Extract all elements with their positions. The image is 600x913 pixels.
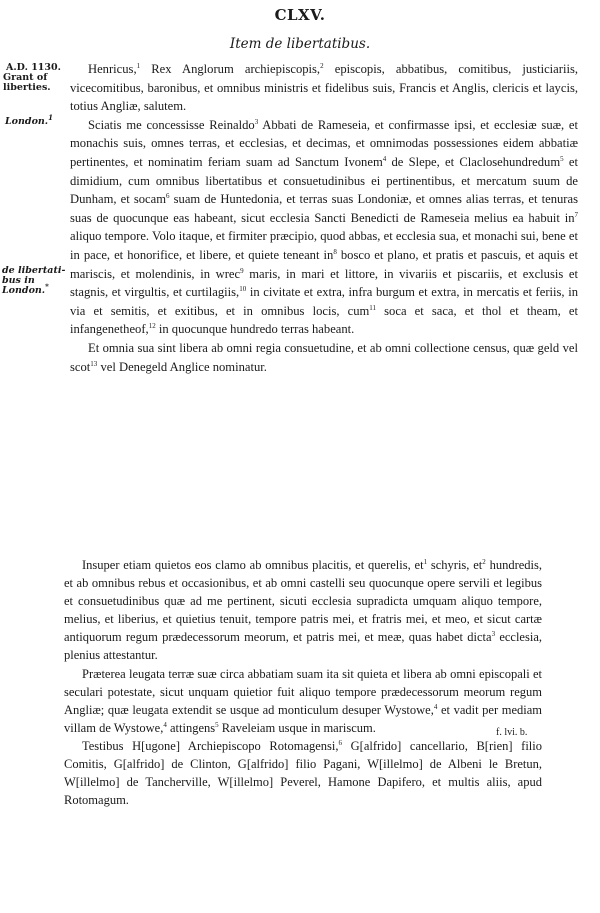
text-run: Rex Anglorum archiepiscopis, xyxy=(140,62,321,76)
paragraph-address xyxy=(70,60,578,116)
text-run: Insuper etiam quietos eos clamo ab omnibus placitis, et querelis, et xyxy=(82,558,424,572)
text-run: G[alfrido] cancellario, B[rien] filio Comitis, G[alfrido] de Clinton, G[alfrido] filio Pagani, W[illelmo] de Albeni le Bretun, W[illelmo] de Tancherville, W[illelmo] Peverel, Hamone Dapifero, et multis aliis, apud Rotomagum. xyxy=(64,738,542,808)
text-run: Henricus, xyxy=(88,62,137,76)
margin-grant-line-1: Grant of xyxy=(3,72,48,83)
paragraph-witnesses xyxy=(64,737,542,809)
footnote-marker: 1 xyxy=(423,557,428,566)
text-run: Raveleiam usque in mariscum. xyxy=(218,720,376,735)
footnote-marker: 3 xyxy=(491,630,496,639)
footnote-marker: 7 xyxy=(574,210,578,219)
margin-note-mark: * xyxy=(45,281,49,291)
margin-note-text: London. xyxy=(2,285,46,296)
text-run: et dimidium, cum omnibus libertatibus et consuetudinibus ei pertinentibus, et mercatum suum de Dunham, et socam xyxy=(70,154,578,207)
footnote-marker: 6 xyxy=(338,738,343,747)
footnote-marker: 4 xyxy=(433,702,438,711)
charter-text-lower xyxy=(64,556,542,809)
text-run: Præterea leugata terræ suæ circa abbatiam suam ita sit quieta et libera ab omni episcopali et seculari potestate, sicut unquam quietior fuit aliquo tempore prædecessorum meorum regum Angliæ; quæ leugata extendit se usque ad monticulum desuper Wystowe, xyxy=(64,666,542,717)
footnote-marker: 2 xyxy=(320,61,324,70)
margin-place-note: 1 xyxy=(48,112,53,122)
text-run: in civitate et extra, infra burgum et extra, in mercatis et feriis, in via et semitis, et exitibus, et in omnibus locis, cum xyxy=(70,285,578,318)
paragraph-grant xyxy=(70,116,578,339)
footnote-marker: 12 xyxy=(148,322,156,331)
footnote-marker: 8 xyxy=(333,247,337,256)
text-run: attingens xyxy=(166,720,216,735)
footnote-marker: 3 xyxy=(254,117,259,126)
footnote-marker: 2 xyxy=(482,557,486,566)
margin-note-line-1: de libertati- xyxy=(2,265,66,276)
margin-place xyxy=(5,112,53,127)
footnote-marker: 9 xyxy=(240,266,244,275)
text-run: Sciatis me concessisse Reinaldo xyxy=(88,117,255,132)
charter-text-upper xyxy=(70,60,578,376)
charter-title: Item de libertatibus. xyxy=(229,36,371,52)
footnote-marker: 5 xyxy=(215,720,219,729)
text-run: aliquo tempore. Volo itaque, et firmiter præcipio, quod abbas, et ecclesia sua, et monachi sui, bene et in pace, et honorifice, et libere, et quiete teneant in xyxy=(70,229,578,262)
footnote-marker: 1 xyxy=(136,61,141,70)
footnote-marker: 4 xyxy=(382,154,387,163)
text-run: schyris, et xyxy=(427,558,483,572)
text-run: episcopis, abbatibus, comitibus, justiciariis, vicecomitibus, baronibus, et omnibus ministris et fidelibus suis, Francis et Anglis, clericis et laycis, totius Angliæ, salutem. xyxy=(70,62,579,114)
paragraph-leugata xyxy=(64,665,542,737)
paragraph-quittance xyxy=(64,556,542,665)
footnote-marker: 10 xyxy=(239,284,247,293)
folio-reference: f. lvi. b. xyxy=(496,727,528,738)
text-run: in quocunque hundredo terras habeant. xyxy=(155,322,355,337)
footnote-marker: 11 xyxy=(369,303,377,312)
footnote-marker: 4 xyxy=(163,720,167,729)
text-run: Testibus H[ugone] Archiepiscopo Rotomagensi, xyxy=(82,738,339,753)
margin-note-line-3 xyxy=(2,281,49,296)
footnote-marker: 13 xyxy=(90,359,98,368)
paragraph-exemption xyxy=(70,339,578,376)
margin-place-text: London. xyxy=(5,116,49,127)
text-run: soca et saca, et thol et theam, et infangenetheof, xyxy=(70,303,578,337)
text-run: de Slepe, et Claclosehundredum xyxy=(386,154,561,169)
footnote-marker: 6 xyxy=(166,191,170,200)
text-run: et vadit per mediam villam de Wystowe, xyxy=(64,702,542,735)
margin-grant-line-2: liberties. xyxy=(3,82,51,93)
text-run: suam de Huntedonia, et terras suas Londoniæ, et omnes alias terras, et tenuras suas de quocunque eas habeant, sicut ecclesia Sancti Benedicti de Rameseia melius ea habuit in xyxy=(70,192,578,225)
footnote-marker: 5 xyxy=(560,154,564,163)
text-run: maris, in mari et littore, in vivariis et piscariis, et exclusis et stagnis, et virgultis, et curtilagiis, xyxy=(70,266,578,300)
margin-date: A.D. 1130. xyxy=(6,62,61,73)
text-run: vel Denegeld Anglice nominatur. xyxy=(97,359,267,374)
text-run: Abbati de Rameseia, et confirmasse ipsi, et ecclesiæ suæ, et monachis suis, omnes terras, et ecclesias, et decimas, et omnimodas possessiones eidem abbatiæ pertinentes, et nominatim feriam suam ad Sanctum Ivonem xyxy=(70,117,578,169)
chapter-number: CLXV. xyxy=(274,6,326,24)
text-run: Et omnia sua sint libera ab omni regia consuetudine, et ab omni collectione census, quæ geld vel scot xyxy=(70,340,578,374)
text-run: bosco et plano, et pratis et pascuis, et aquis et mariscis, et molendinis, in wrec xyxy=(70,247,578,281)
margin-note-line-2: bus in xyxy=(2,275,35,286)
text-run: ecclesia, plenius attestantur. xyxy=(64,630,542,663)
text-run: hundredis, et ab omnibus rebus et occasionibus, et ab omni castelli seu quocunque opere servili et legibus et consuetudinibus quæ ad me pertinent, sicuti ecclesia supradicta umquam aliquo tempore, melius, et liberius, et quietius tenuit, tempore patris mei, et fratris mei, et meo, et sicut cartæ antiquorum regum prædecessorum meorum, et patris mei, et meæ, quas habet dicta xyxy=(64,558,543,645)
